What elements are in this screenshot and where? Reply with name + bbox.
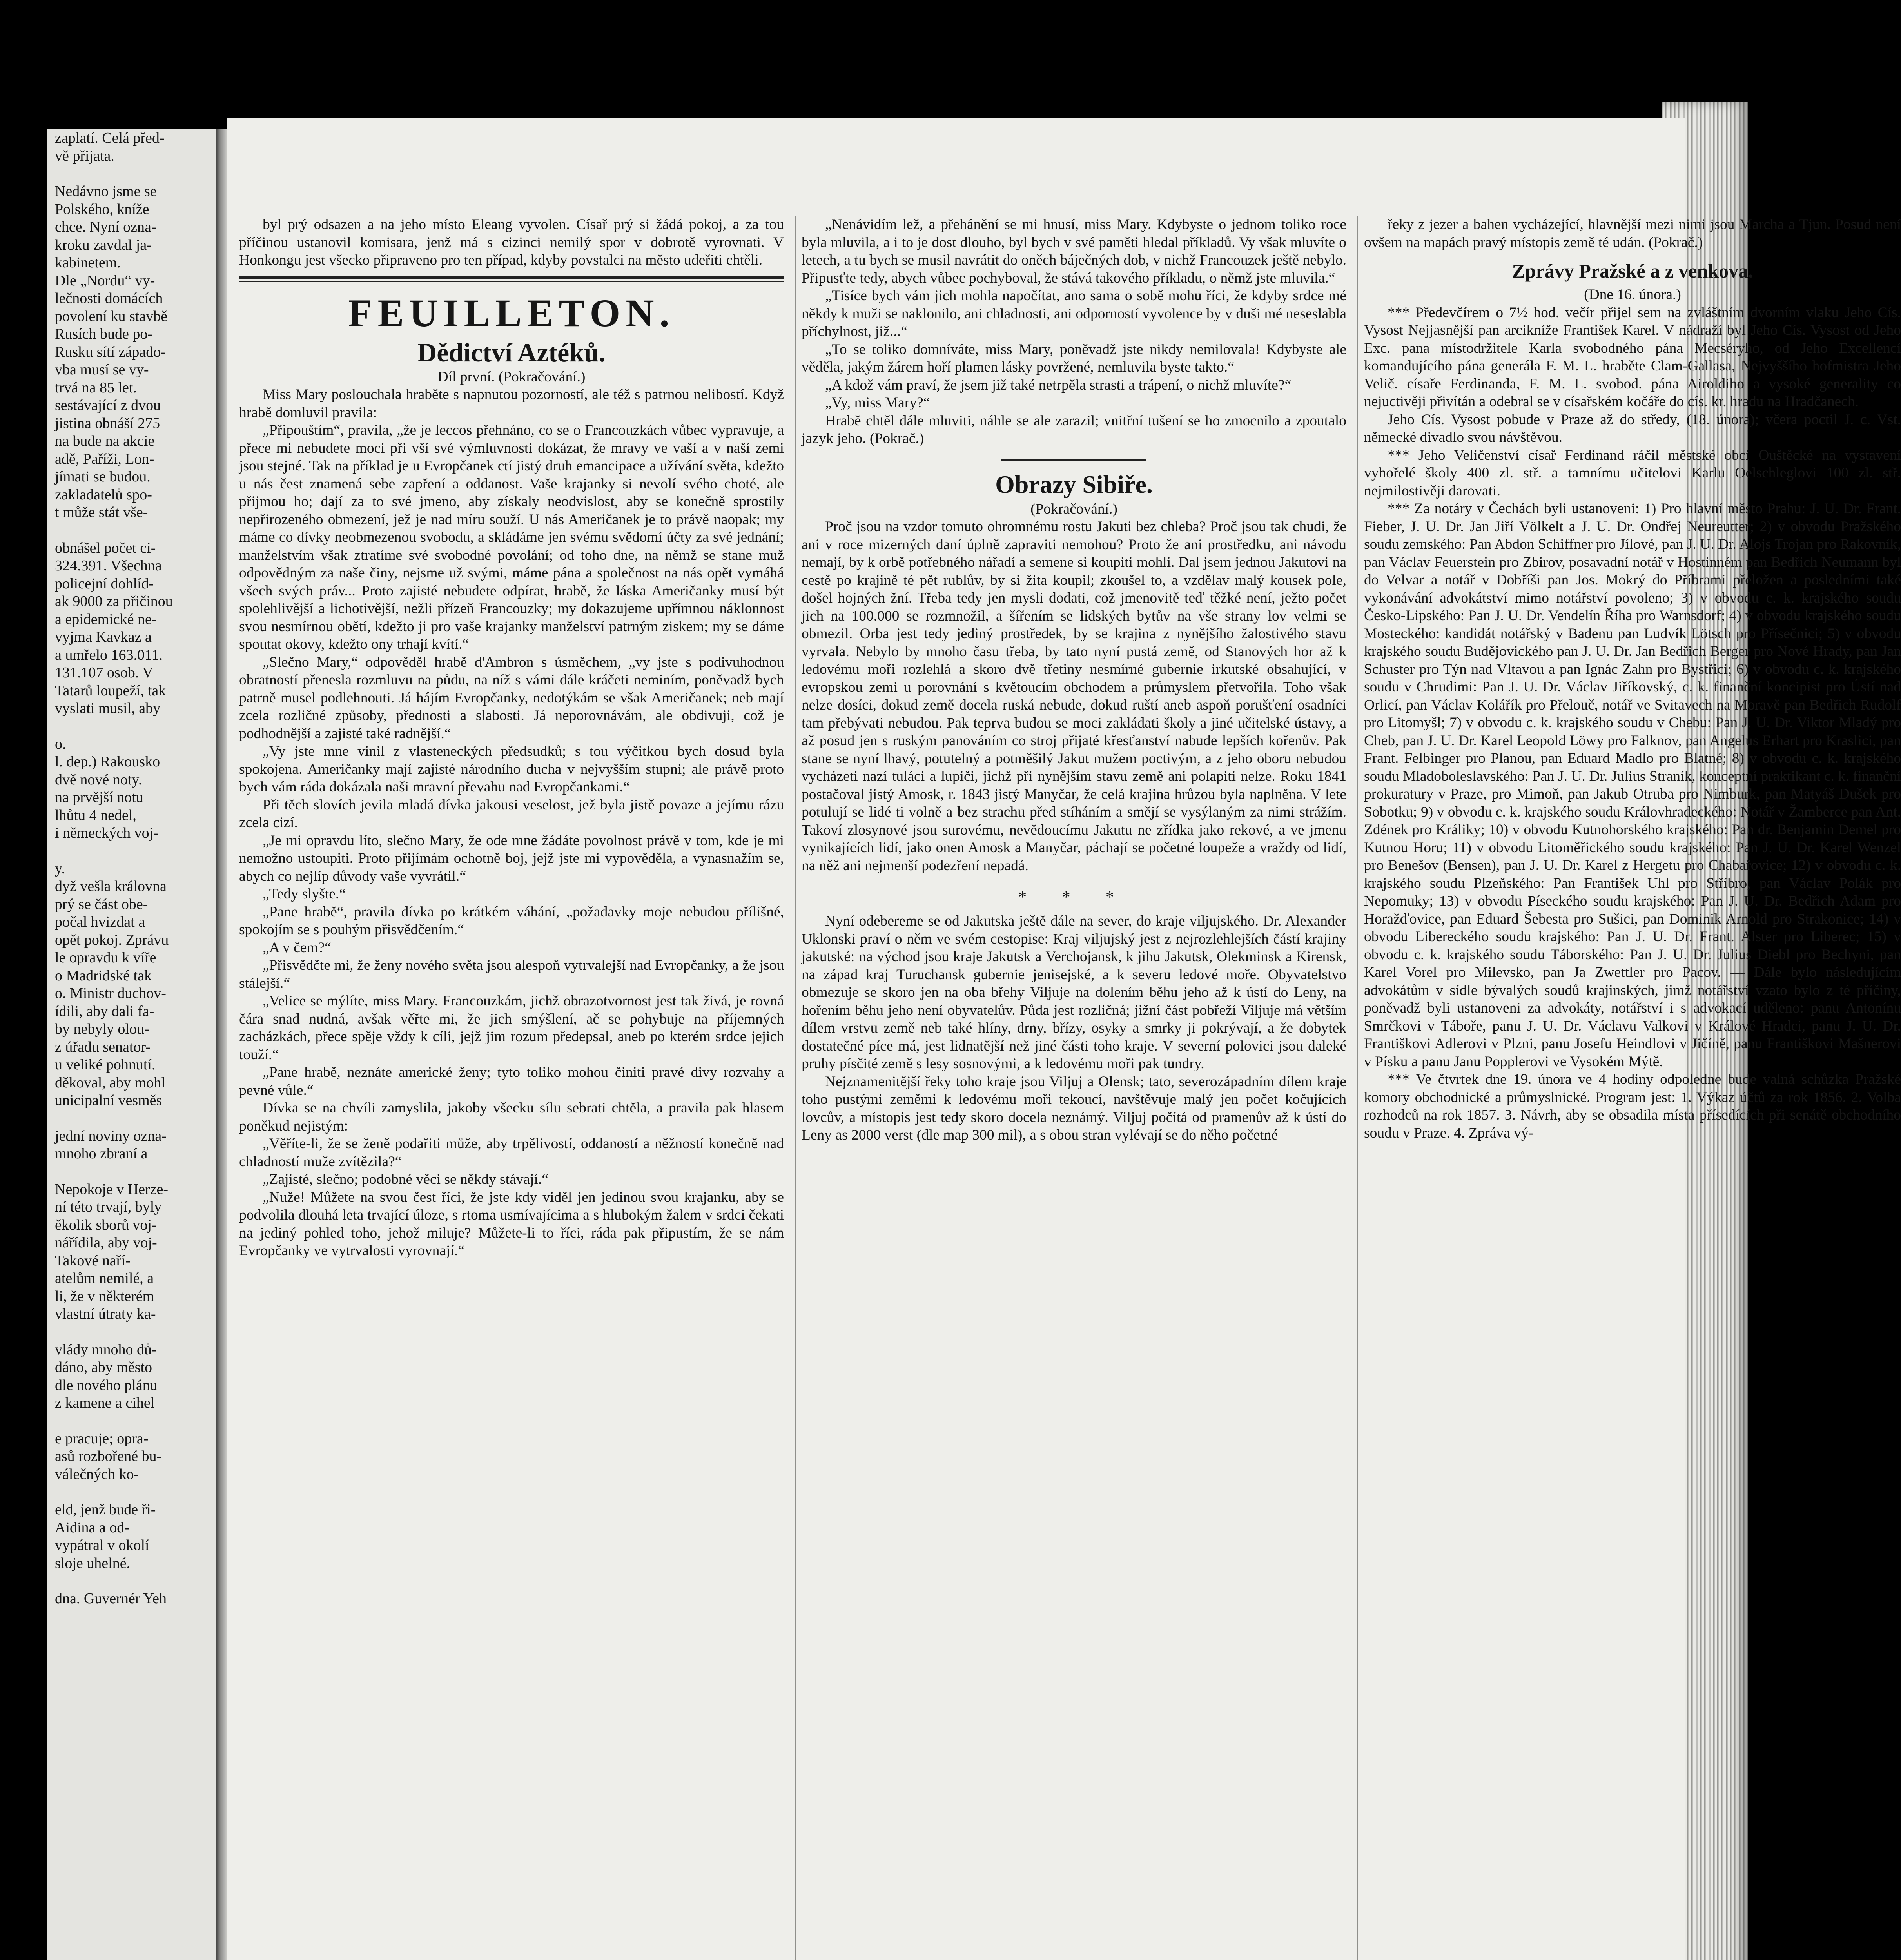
fragment-line — [55, 1323, 216, 1341]
feuilleton-subtitle: Díl první. (Pokračování.) — [437, 368, 586, 385]
fragment-line: 131.107 osob. V — [55, 664, 153, 681]
previous-page-text — [47, 129, 216, 1608]
section-divider — [239, 276, 784, 282]
fragment-line: t může stát vše- — [55, 504, 148, 521]
fragment-line: vlastní útraty ka- — [55, 1306, 156, 1322]
fragment-line: ídili, aby dali fa- — [55, 1003, 154, 1020]
column-rule-1 — [795, 216, 796, 1960]
fragment-line: na prvější notu — [55, 789, 143, 806]
paragraph: „Pane hrabě, neznáte americké ženy; tyto toliko mohou činiti pravé divy rozvahy a pevné vůle.“ — [239, 1064, 784, 1098]
fragment-line: jistina obnáší 275 — [55, 415, 160, 432]
fragment-line — [55, 165, 216, 183]
paragraph: Nyní odebereme se od Jakutska ještě dále na sever, do kraje viljujského. Dr. Alexander Uklonski praví o něm ve svém cestopise: Kraj viljujský jest z nejrozlehlejších částí krajiny jakutské: na východ jsou kraje Jakutsk a Verchojansk, k jihu Jakutsk, Olekminsk a Kirensk, na západ kraj Turuchansk gubernie jenisejské, a k severu ledové moře. Obyvatelstvo obmezuje se skoro jen na oba břehy Viljuje na dolením běhu jeho až k ústí do Leny, na hořením běhu jeho není obyvatelův. Půda jest rozličná; jižní část pobřeží Viljuje má větším dílem vrstvu země neb také hlíny, drny, břízy, osyky a smrky ji pokrývají, a že dobytek dostatečné píce má, jest lidnatější než jiné části toho kraje. V severní polovici jsou daleké pruhy písčité země s lesy sosnovými, a k ledovému moři pak tundry. — [802, 913, 1346, 1072]
paragraph: „Vy, miss Mary?“ — [825, 395, 930, 411]
fragment-line: jední noviny ozna- — [55, 1127, 167, 1144]
paragraph: Při těch slovích jevila mladá dívka jakousi veselost, jež byla jistě povaze a jejímu rázu zcela cizí. — [239, 797, 784, 831]
fragment-line — [55, 1483, 216, 1501]
fragment-line: na bude na akcie — [55, 433, 155, 449]
fragment-line: povolení ku stavbě — [55, 308, 168, 325]
news-continuation: byl prý odsazen a na jeho místo Eleang vyvolen. Císař prý si žádá pokoj, a za tou příčinou ustanovil komisara, jenž má s cizinci nemilý spor v dobrotě vyrovnati. V Honkongu jest všecko připraveno pro ten případ, kdyby povstalci na město udeřiti chtěli. — [239, 216, 784, 268]
paragraph: „Tisíce bych vám jich mohla napočítat, ano sama o sobě mohu říci, že kdyby srdce mé někdy k muži se naklonilo, ani chladnosti, ani odporností vyvolence by v duši mé neseslabla příchylnost, již...“ — [802, 288, 1346, 339]
fragment-line: dna. Guvernér Yeh — [55, 1590, 167, 1607]
fragment-line: kroku zavdal ja- — [55, 236, 152, 253]
fragment-line: počal hvizdat a — [55, 914, 145, 930]
prague-news-body — [1364, 304, 1901, 1142]
paragraph: „Pane hrabě“, pravila dívka po krátkém váhání, „požadavky moje nebudou přílišné, spokojím se s pouhým přisvědčením.“ — [239, 904, 784, 938]
fragment-line — [55, 1163, 216, 1181]
paragraph: *** Ve čtvrtek dne 19. února ve 4 hodiny odpoledne bude valná schůzka Pražské komory obchodnické a průmyslnické. Program jest: 1. Výkaz účtů za rok 1856. 2. Volba rozhodců na rok 1857. 3. Návrh, aby se obsadila místa přísedících při senátě obchodního soudu v Praze. 4. Zpráva vý- — [1364, 1071, 1901, 1141]
fragment-line: y. — [55, 860, 65, 877]
fragment-line: vba musí se vy- — [55, 361, 149, 378]
paragraph: Nejznamenitější řeky toho kraje jsou Viljuj a Olensk; tato, severozápadním dílem kraje toho pustými zeměmi k ledovému moři tekoucí, navštěvuje malý jen počet kočujících lovcův, a místopis jest tedy skoro docela neznámý. Viljuj počítá od pramenův až k ústí do Leny as 2000 verst (dle map 300 mil), a s obou stran vylévají se do něho početné — [802, 1073, 1346, 1143]
siberia-subtitle: (Pokračování.) — [1030, 501, 1117, 517]
paragraph: řeky z jezer a bahen vycházející, hlavnější mezi nimi jsou Marcha a Tjun. Posud není ovšem na mapách pravý místopis země té udán. (Pokrač.) — [1364, 216, 1901, 250]
feuilleton-masthead: FEUILLETON. — [348, 291, 675, 335]
paragraph: „Slečno Mary,“ odpověděl hrabě d'Ambron s úsměchem, „vy jste s podivuhodnou obratností přenesla rozmluvu na půdu, na níž s vámi dále kráčeti neminím, poněvadž bych patrně musel podlehnouti. Já hájím Evropčanky, nedotýkám se však Američanek; neb mají zcela rozličné způsoby, přednosti a slabosti. Já neporovnávám, ale obdivuji, což je podhodnější a zajisté také radnější.“ — [239, 654, 784, 742]
fragment-line: zakladatelů spo- — [55, 486, 152, 503]
fragment-line: chce. Nyní ozna- — [55, 219, 156, 235]
fragment-line: Nedávno jsme se — [55, 183, 157, 200]
fragment-line: e pracuje; opra- — [55, 1430, 149, 1447]
fragment-line: adě, Paříži, Lon- — [55, 450, 154, 467]
fragment-line — [55, 522, 216, 539]
fragment-line: Aidina a od- — [55, 1519, 129, 1536]
fragment-line: by nebyly olou- — [55, 1021, 149, 1037]
paragraph: Miss Mary poslouchala hraběte s napnutou pozorností, ale též s patrnou nelibostí. Když hrabě domluvil pravila: — [239, 387, 784, 421]
previous-page-strip — [47, 129, 216, 1960]
column-1 — [239, 216, 784, 1260]
fragment-line: nářídila, aby voj- — [55, 1234, 157, 1251]
fragment-line: vě přijata. — [55, 147, 114, 164]
fragment-line: le opravdu k víře — [55, 949, 156, 966]
paragraph: „Nenávidím lež, a přehánění se mi hnusí, miss Mary. Kdybyste o jednom toliko roce byla mluvila, a i to je dost dlouho, byl bych v své paměti hledal příkladů. Vy však mluvíte o letech, a tu bych se musil navrátit do oněch báječných dob, v nichž Francouzek ještě nebylo. Připusťte tedy, abych vůbec pochyboval, že stává takového příkladu, o němž jste mluvila.“ — [802, 216, 1346, 286]
fragment-line: o. Ministr duchov- — [55, 985, 166, 1002]
fragment-line: o Madridské tak — [55, 967, 152, 984]
fragment-line: dyž vešla královna — [55, 878, 167, 895]
paragraph: „Zajisté, slečno; podobné věci se někdy stávají.“ — [263, 1171, 548, 1187]
fragment-line — [55, 1110, 216, 1127]
paragraph: „Přisvědčte mi, že ženy nového světa jsou alespoň vytrvalejší nad Evropčanky, a že jsou stálejší.“ — [239, 957, 784, 991]
feuilleton-title: Dědictví Aztéků. — [417, 337, 606, 367]
paragraph: „Věříte-li, že se ženě podařiti může, aby trpělivostí, oddaností a něžností konečně nad chladností muže zvítězila?“ — [239, 1136, 784, 1170]
paragraph: Dívka se na chvíli zamyslila, jakoby všecku sílu sebrati chtěla, a pravila pak hlasem poněkud nejistým: — [239, 1100, 784, 1134]
fragment-line: prý se část obe- — [55, 896, 148, 913]
fragment-line: Rusku sítí západo- — [55, 343, 166, 360]
fragment-line: i německých voj- — [55, 825, 158, 841]
siberia-body — [802, 518, 1346, 1144]
fragment-line: sloje uhelné. — [55, 1555, 131, 1572]
siberia-continuation — [1364, 216, 1901, 251]
paragraph: „Nuže! Můžete na svou čest říci, že jste kdy viděl jen jedinou svou krajanku, aby se podvolila dlouhá leta trvající úloze, s rtoma usmívajícima a s hlubokým žalem v srdci čekati na jediný pohled toho, jehož miluje? Můžete-li to říci, ráda pak připustím, že se nám Evropčanky ve vytrvalosti vyrovnají.“ — [239, 1189, 784, 1259]
column-3 — [1364, 216, 1901, 1142]
fragment-line: u veliké pohnutí. — [55, 1056, 156, 1073]
paragraph: Hrabě chtěl dále mluviti, náhle se ale zarazil; vnitřní tušení se ho zmocnilo a zpoutalo jazyk jeho. (Pokrač.) — [802, 412, 1346, 446]
fragment-line: dáno, aby město — [55, 1359, 152, 1376]
section-asterism: * * * — [1018, 888, 1130, 906]
fragment-line — [55, 1572, 216, 1590]
prague-news-date: (Dne 16. února.) — [1584, 287, 1681, 303]
fragment-line: asů rozbořené bu- — [55, 1448, 162, 1465]
fragment-line: vypátral v okolí — [55, 1537, 149, 1553]
paragraph: *** Předevčírem o 7½ hod. večír přijel sem na zvláštním dvorním vlaku Jeho Cís. Vysost Nejjasnější pan arcikníže František Karel. V nádraží byl Jeho Cís. Vysost od Jeho Exc. pana místodržitele Karla svobodného pána Mecséryho, od Jeho Excellencí komandujícího pána generála F. M. L. hraběte Clam-Gallasa, Nejvyššího hofmistra Jeho Velič. císaře Ferdinanda, F. M. L. svobod. pána Airoldiho a vysoké generality co nejuctivěji přivítán a odebral se v císařském kočáře do cís. kr. hradu na Hradčanech. — [1364, 304, 1901, 410]
fragment-line: eld, jenž bude ři- — [55, 1501, 156, 1518]
fragment-line: válečných ko- — [55, 1466, 139, 1483]
fragment-line: vlády mnoho dů- — [55, 1341, 157, 1358]
paragraph: „A v čem?“ — [263, 939, 331, 956]
siberia-title: Obrazy Sibiře. — [995, 470, 1153, 498]
fragment-line: z kamene a cihel — [55, 1395, 155, 1411]
fragment-line: z úřadu senator- — [55, 1038, 151, 1055]
prague-news-title: Zprávy Pražské a z venkova. — [1512, 260, 1753, 282]
fragment-line: opět pokoj. Zprávu — [55, 931, 169, 948]
fragment-line: mnoho zbraní a — [55, 1145, 148, 1162]
fragment-line: unicipalní vesměs — [55, 1092, 162, 1109]
fragment-line — [55, 718, 216, 735]
fragment-line: Tatarů loupeží, tak — [55, 682, 166, 699]
paragraph: „Tedy slyšte.“ — [263, 886, 346, 902]
paragraph: „To se toliko domníváte, miss Mary, poněvadž jste nikdy nemilovala! Kdybyste ale věděla, jakým žárem hoří plamen lásky povržené, nemluvila byste takto.“ — [802, 341, 1346, 375]
fragment-line: vyslati musil, aby — [55, 700, 161, 717]
paragraph: „Připouštím“, pravila, „že je leccos přehnáno, co se o Francouzkách vůbec vypravuje, a přece mi nebudete moci při vší své výmluvnosti dokázat, že mravy ve vaší a v naší zemi jsou stejné. Tak na příklad je u Evropčanek ctí jistý druh emancipace a užívání světa, kdežto u nás čest znamená sebe zapření a oddanost. Vaše krajanky si nevolí svého choté, ale přijmou ho; dají za to své jmeno, aby získaly neodvislost, aby se konečně sprostily nepřirozeného obmezení, jež je nad míru souží. U nás Američanek je to právě naopak; my máme co dívky neobmezenou svobodu, a skládáme jen svému svědomí účty za své jednání; manželstvím však ztratíme své svobodné povolání; od toho dne, na němž se stane muž odpovědným za naše činy, nejsme už svými, máme pána a společnost na nás opět vymáhá všech svých práv... Proto zajisté nebudete odpírat, hrabě, že láska Američanky musí být spolehlivější a lichotivější, nežli přízeň Francouzky; my dokazujeme upřímnou náklonnost svou nesmírnou obětí, kdežto ji pro vaše krajanky manželství patrným ziskem; my se dáme spoutat okovy, kdežto ony trhají kvítí.“ — [239, 422, 784, 652]
fragment-line: dle nového plánu — [55, 1377, 158, 1394]
paragraph: *** Za notáry v Čechách byli ustanoveni: 1) Pro hlavní město Prahu: J. U. Dr. Frant. Fieber, J. U. Dr. Jan Jiří Völkelt a J. U. Dr. Ondřej Neureutter; 2) v obvodu Pražského soudu zemského: Pan Abdon Schiffner pro Jílové, pan J. U. Dr. Alojs Trojan pro Rakovník, pan Václav Feuerstein pro Zbirov, posavadní notář v Hostinném pan Bedřich Neumann byl do Velvar a notář v Dobříši pan Jos. Mokrý do Příbrami přeložen a posledními také vykonávání advokátství mimo notářství povoleno; 3) v obvodu c. k. krajského soudu Česko-Lipského: Pan J. U. Dr. Vendelín Říha pro Warnsdorf; 4) v obvodu krajského soudu Mosteckého: kandidát notářský v Badenu pan Ludvík Lötsch pro Přísečnici; 5) v obvodu krajského soudu Budějovického pan J. U. Dr. Jan Bedřich Berger pro Nové Hrady, pan Jan Schuster pro Týn nad Vltavou a pan Ignác Zahn pro Bystřici; 6) v obvodu c. k. krajského soudu v Chrudimi: Pan J. U. Dr. Václav Jiříkovský, c. k. finanční koncipist pro Ústí nad Orlicí, pan Václav Kolářík pro Přelouč, notář ve Svitavech na Moravě pan Bedřich Rudolf pro Litomyšl; 7) v obvodu c. k. krajského soudu v Chebu: Pan J. U. Dr. Viktor Mladý pro Cheb, pan J. U. Dr. Karel Leopold Löwy pro Falknov, pan Angelus Erhart pro Kraslici, pan Frant. Felbinger pro Planou, pan Eduard Madlo pro Blatné; 8) v obvodu c. k. krajského soudu Mladoboleslavského: Pan J. U. Dr. Julius Straník, konceptní praktikant c. k. finanční prokuratury v Praze, pro Mimoň, pan Jakub Otruba pro Nimburk, pan Matyáš Dušek pro Sobotku; 9) v obvodu c. k. krajského soudu Královhradeckého: Notář v Žamberce pan Ant. Zdének pro Králiky; 10) v obvodu Kutnohorského krajského: Pan dr. Benjamin Demel pro Kutnou Horu; 11) v obvodu Litoměřického soudu krajského: Pan J. U. Dr. Karel Wenzel pro Benešov (Bensen), pan J. U. Dr. Karel z Hergetu pro Chabařovice; 12) v obvodu c. k. krajského soudu Plzeňského: Pan František Uhl pro Stříbro, pan Václav Polák pro Nepomuky; 13) v obvodu Píseckého soudu krajského: Pan J. U. Dr. Bedřich Adam pro Horažďovice, pan Eduard Šebesta pro Sušici, pan Dominik Arnold pro Strakonice; 14) v obvodu Libereckého soudu krajského: Pan J. U. Dr. Frant. Alster pro Liberec; 15) v obvodu c. k. krajského soudu Táborského: Pan J. U. Dr. Julius Diebl pro Bechyni, pan Karel Vorel pro Milevsko, pan Ja Zwettler pro Pacov. — Dále bylo následujícím advokátům v sídle bývalých soudů krajinských, jimž notářství vzato bylo z té příčiny, poněvadž byli ustanoveni za advokáty, notářství i s advokací uděleno: panu Antonínu Smrčkovi v Táboře, panu J. U. Dr. Václavu Valkovi v Králové Hradci, panu J. U. Dr. Františkovi Adlerovi v Plzni, panu Josefu Heindlovi v Jičíně, panu Františkovi Mašnerovi v Písku a panu Janu Popplerovi ve Vysokém Mýtě. — [1364, 501, 1901, 1070]
fragment-line: obnášel počet ci- — [55, 539, 156, 556]
fragment-line: vyjma Kavkaz a — [55, 629, 152, 645]
fragment-line: atelům nemilé, a — [55, 1270, 154, 1287]
fragment-line: ěkolik sborů voj- — [55, 1216, 157, 1233]
fragment-line: ní této trvají, byly — [55, 1199, 162, 1215]
fragment-line: sestávající z dvou — [55, 397, 161, 414]
fragment-line: li, že v některém — [55, 1288, 154, 1305]
article-divider — [1001, 459, 1146, 461]
fragment-line: a epidemické ne- — [55, 611, 157, 628]
newspaper-page — [227, 118, 1901, 1960]
fragment-line: děkoval, aby mohl — [55, 1074, 165, 1091]
fragment-line — [55, 1412, 216, 1430]
fragment-line: 324.391. Všechna — [55, 557, 162, 574]
feuilleton-body — [239, 386, 784, 1260]
fragment-line — [55, 842, 216, 860]
paragraph: „Je mi opravdu líto, slečno Mary, že ode mne žádáte povolnost právě v tom, kde je mi nemožno ustoupiti. Proto přijímám ochotně boj, jejž jste mi vypověděla, a vynasnažím se, abych co nejlíp důvody vaše vyvrátil.“ — [239, 832, 784, 884]
fragment-line: Nepokoje v Herze- — [55, 1181, 169, 1198]
fragment-line: Rusích bude po- — [55, 326, 153, 342]
column-rule-2 — [1357, 216, 1358, 1960]
fragment-line: ak 9000 za přičinou — [55, 593, 173, 610]
fragment-line: zaplatí. Celá před- — [55, 130, 165, 146]
paragraph: „Vy jste mne vinil z vlasteneckých předsudků; s tou výčitkou bych dosud byla spokojena. Američanky mají zajisté národního ducha v nejvyšším stupni; ale právě proto bych vám ráda dokázala naši mravní převahu nad Evropčankami.“ — [239, 743, 784, 795]
book-gutter — [216, 129, 227, 1960]
feuilleton-continuation — [802, 216, 1346, 448]
fragment-line: kabinetem. — [55, 254, 121, 271]
paragraph: Proč jsou na vzdor tomuto ohromnému rostu Jakuti bez chleba? Proč jsou tak chudi, že ani v roce mizerných daní úplně zapraviti nemohou? Proto že ani prostředku, ani návodu nemají, by k orbě potřebného nářadí a semene si koupiti mohli. Dal jsem jednou Jakutovi na cestě po krajině té pět rublův, by si žita koupil; zkoušel to, a vzdělav malý kousek pole, došel hojných žní. Třeba tedy jen mysli dodati, což jmenovitě teď těžké není, ježto počet jich na 100.000 se rozmnožil, a šířením se lidských bytův na vše strany lov velmi se obmezil. Orba jest tedy jediný prostředek, by se krajina z nynějšího žalostivého stavu vyrvala. Nebylo by mnoho času třeba, by tato nyní pustá země, od Stanových hor až k ledovému moři rozlehlá a skoro dvě třetiny nesmírné gubernie irkutské obsahující, v evropskou zemi u porovnání s květoucím obchodem a průmyslem přetvořila. Toho však nelze dosíci, dokud země docela ruská nebude, dokud ruští aneb aspoň porušťení osadníci tam přebývati nebudou. Pak teprva budou se moci zakládati školy a jiné učitelské ústavy, a až posud jen s ruským panováním co stroj přijaté křesťanství nabude lepších kořenův. Pak stane se nyní lhavý, potutelný a potměšilý Jakut mužem poctivým, a z jeho oboru nebudou vycházeti nazí tuláci a lupiči, jichž při nynějším stavu země ani polapiti nelze. Roku 1841 postačoval jistý Amosk, r. 1843 jistý Manyčar, že celá krajina hrůzou byla naplněna. V lete potulují se lidé ti volně a bez strachu před stíháním a smějí se vysýlaným za nimi strážím. Takoví zlosynové jsou surovému, nevědoucímu Jakutu ne zřídka jako rekové, a ve jmenu vynikajících lidí, jako onen Amosk a Manyčar, páchají se početné loupeže a vraždy od lidí, na něž ani nejmenší podezření nepadá. — [802, 519, 1346, 874]
fragment-line: Takové naří- — [55, 1252, 131, 1269]
fragment-line: policejní dohlíd- — [55, 575, 154, 592]
column-2 — [802, 216, 1346, 1144]
fragment-line: Polského, kníže — [55, 201, 149, 218]
paragraph: Jeho Cís. Vysost pobude v Praze až do středy, (18. února); včera poctil J. c. Vst. německé divadlo svou návštěvou. — [1364, 411, 1901, 445]
fragment-line: a umřelo 163.011. — [55, 646, 163, 663]
fragment-line: jímati se budou. — [55, 468, 151, 485]
paragraph: „Velice se mýlíte, miss Mary. Francouzkám, jichž obrazotvornost jest tak živá, je rovná čára snad nudná, avšak věřte mi, že jich smýšlení, ač se pohybuje na příjemných zacházkách, přece spěje vždy k cíli, jejž jim rozum předepsal, aneb po kterém srdce jejich touží.“ — [239, 993, 784, 1063]
fragment-line: l. dep.) Rakousko — [55, 753, 160, 770]
fragment-line: o. — [55, 735, 66, 752]
paragraph: „A kdož vám praví, že jsem již také netrpěla strasti a trápení, o nichž mluvíte?“ — [825, 377, 1292, 393]
fragment-line: dvě nové noty. — [55, 771, 142, 788]
fragment-line: trvá na 85 let. — [55, 379, 137, 396]
fragment-line: lhůtu 4 nedel, — [55, 807, 136, 824]
paragraph: *** Jeho Veličenství císař Ferdinand ráčil městské obci Ouštěcké na vystavení vyhořelé školy 400 zl. stř. a tamnímu učitelovi Karlu Oelschleglovi 100 zl. stř. nejmilostivěji darovati. — [1364, 447, 1901, 499]
fragment-line: lečnosti domácích — [55, 290, 163, 307]
fragment-line: Dle „Nordu“ vy- — [55, 272, 155, 289]
